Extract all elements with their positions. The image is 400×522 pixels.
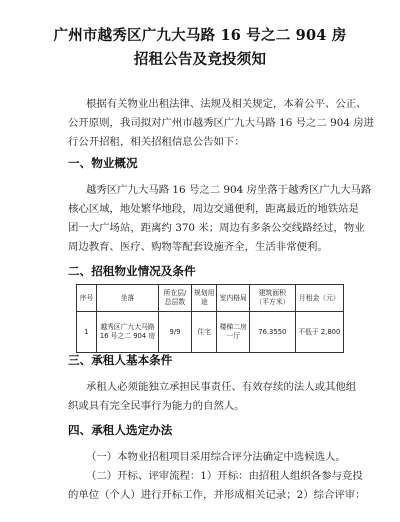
section4-line-1: （一）本物业招租项目采用综合评分法确定中选候选人。 [86,451,346,463]
intro-line-2: 公开原则，我司拟对广州市越秀区广九大马路 16 号之二 904 房进 [68,117,375,129]
section-heading-rental-conditions: 二、招租物业情况及条件 [68,264,196,278]
section3-line-1: 承租人必须能独立承担民事责任、有效存续的法人或其他组 [86,381,357,393]
section-heading-selection-method: 四、承租人选定办法 [68,423,173,437]
intro-line-3: 行公开招租，相关招租信息公告如下： [68,136,245,148]
section1-line-3: 团一大广场站，距离约 370 米；周边有多条公交线路经过，物业 [68,222,365,234]
table-header-cell: 序号 [77,285,97,312]
section1-line-4: 周边教育、医疗、购物等配套设施齐全，生活非常便利。 [68,241,328,253]
table-row [77,312,344,353]
section3-line-2: 织或具有完全民事行为能力的自然人。 [68,400,245,412]
table-cell: 住宅 [192,312,217,353]
table-header-cell: 月租金（元） [295,285,343,312]
section-heading-tenant-requirements: 三、承租人基本条件 [68,353,173,367]
table-cell: 不低于 2,800 [295,312,343,353]
document-title-line2: 招租公告及竞投须知 [133,51,267,68]
table-header-cell: 坐落 [97,285,159,312]
table-header-row [77,285,344,312]
document-title-line1: 广州市越秀区广九大马路 16 号之二 904 房 [53,27,347,44]
table-header-cell: 室内格局 [217,285,250,312]
section4-line-3: 的单位（个人）进行开标工作，并形成相关记录；2）综合评审： [68,489,366,501]
intro-line-1: 根据有关物业出租法律、法规及相关规定，本着公平、公正、 [86,98,367,110]
table-header-cell: 规划用途 [192,285,217,312]
section-heading-property-overview: 一、物业概况 [68,156,138,170]
table-cell: 越秀区广九大马路 16 号之二 904 房 [97,312,159,353]
table-cell: 76.3550 [250,312,296,353]
table-cell: 楼梯二房一厅 [217,312,250,353]
property-info-table [76,284,344,353]
table-header-cell: 建筑面积（平方米） [250,285,296,312]
section1-line-1: 越秀区广九大马路 16 号之二 904 房坐落于越秀区广九大马路 [86,184,372,196]
table-cell: 1 [77,312,97,353]
section4-line-2: （二）开标、评审流程：1）开标：由招租人组织各参与竞投 [86,470,363,482]
table-header-cell: 所在层/总层数 [158,285,191,312]
table-cell: 9/9 [158,312,191,353]
section1-line-2: 核心区域，地处繁华地段，周边交通便利，距离最近的地铁站是 [68,203,359,215]
